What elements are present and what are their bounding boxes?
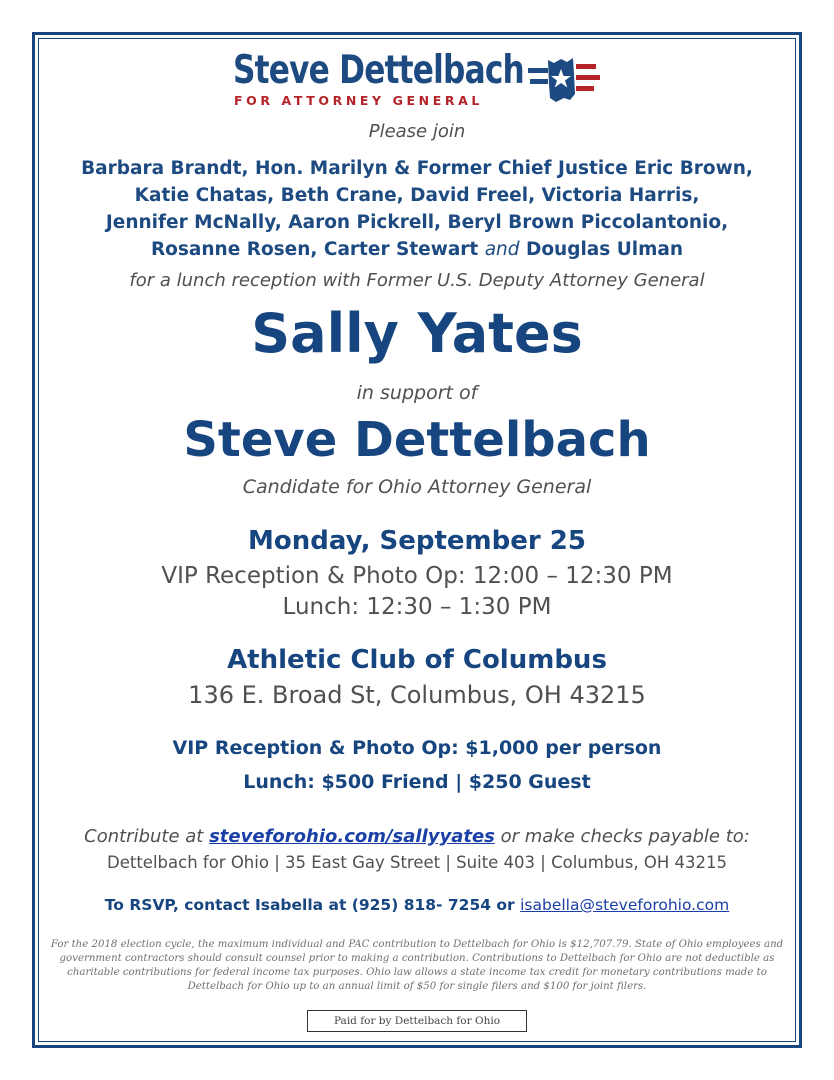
guest-name: Sally Yates xyxy=(251,302,583,365)
contribute-line xyxy=(0,826,834,847)
rsvp-text: To RSVP, contact Isabella at (925) 818- 7254 or xyxy=(104,896,515,914)
venue-address: 136 E. Broad St, Columbus, OH 43215 xyxy=(188,681,646,709)
logo-tagline: FOR ATTORNEY GENERAL xyxy=(234,93,483,108)
intro-text: Please join xyxy=(368,121,466,142)
ohio-state-star-icon xyxy=(528,54,600,106)
venue-name: Athletic Club of Columbus xyxy=(227,645,607,675)
rsvp-email-link[interactable]: isabella@steveforohio.com xyxy=(520,896,730,914)
host-line: Jennifer McNally, Aaron Pickrell, Beryl Brown Piccolantonio, xyxy=(105,212,729,233)
host-names: Douglas Ulman xyxy=(525,239,684,260)
candidate-name: Steve Dettelbach xyxy=(183,412,651,468)
host-line: Barbara Brandt, Hon. Marilyn & Former Chief Justice Eric Brown, xyxy=(81,158,753,179)
reception-text: for a lunch reception with Former U.S. Deputy Attorney General xyxy=(129,270,705,291)
host-line xyxy=(50,236,784,263)
price-lunch: Lunch: $500 Friend | $250 Guest xyxy=(243,771,591,793)
campaign-logo xyxy=(233,48,613,114)
candidate-title: Candidate for Ohio Attorney General xyxy=(242,476,592,498)
support-text: in support of xyxy=(356,382,478,404)
rsvp-line xyxy=(0,896,834,914)
host-names: Rosanne Rosen, Carter Stewart xyxy=(150,239,479,260)
host-conjunction: and xyxy=(484,239,520,260)
contribute-link[interactable]: steveforohio.com/sallyyates xyxy=(209,826,495,847)
lunch-time: Lunch: 12:30 – 1:30 PM xyxy=(282,594,552,620)
host-list xyxy=(50,155,784,263)
price-vip: VIP Reception & Photo Op: $1,000 per person xyxy=(172,737,662,759)
host-line: Katie Chatas, Beth Crane, David Freel, Victoria Harris, xyxy=(134,185,700,206)
vip-time: VIP Reception & Photo Op: 12:00 – 12:30 PM xyxy=(161,563,673,589)
legal-disclaimer: For the 2018 election cycle, the maximum individual and PAC contribution to Dettelbach for Ohio is $12,707.79. State of Ohio employees and government contractors should consult counsel prior to making a contribution. Contributions to Dettelbach for Ohio are not deductible as charitable contributions for federal income tax purposes. Ohio law allows a state income tax credit for monetary contributions made to Dettelbach for Ohio up to an annual limit of $50 for single filers and $100 for joint filers. xyxy=(50,939,784,992)
logo-name: Steve Dettelbach xyxy=(233,48,524,93)
event-date: Monday, September 25 xyxy=(248,526,586,556)
contribute-prefix: Contribute at xyxy=(84,826,204,847)
contribute-suffix: or make checks payable to: xyxy=(500,826,750,847)
paid-for-notice: Paid for by Dettelbach for Ohio xyxy=(307,1010,527,1032)
payable-address: Dettelbach for Ohio | 35 East Gay Street | Suite 403 | Columbus, OH 43215 xyxy=(107,853,727,872)
